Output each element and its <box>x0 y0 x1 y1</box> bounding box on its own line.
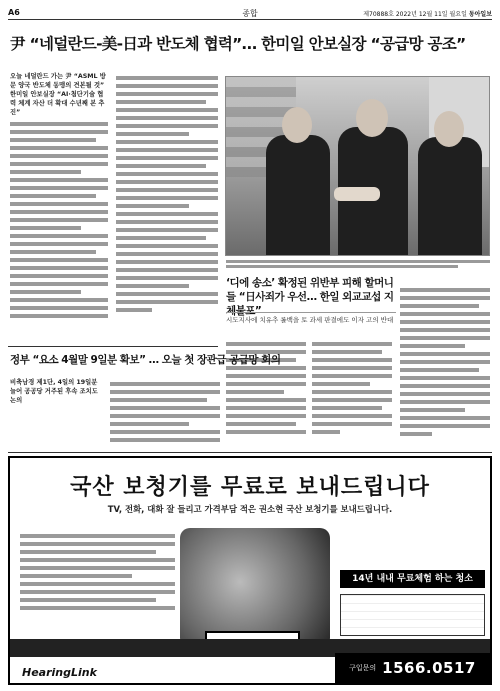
right-body-col-2 <box>312 338 392 448</box>
person-left-head <box>282 107 312 143</box>
hearing-aid-image <box>180 528 330 648</box>
ad-price-table <box>340 594 485 636</box>
ad-divider <box>8 452 492 453</box>
issue-date: 2022년 12월 11일 월요일 <box>395 11 467 18</box>
second-body-col-1 <box>110 378 220 450</box>
news-photo <box>225 76 490 256</box>
main-lead: 오늘 네덜란드 가는 尹 “ASML 방문 양국 반도체 동맹의 견본될 것” 한미일 안보실장 “AI·첨단기술 협력 체계 자산 더 확대 수년째 본 추진” <box>10 73 106 116</box>
ad-phone-box[interactable] <box>335 653 490 683</box>
second-lead: 비축남경 제1단, 4일의 19일분 늘어 공공당 거주된 후속 조치도 논의 <box>10 379 98 404</box>
ad-tagline: TV, 전화, 대화 잘 들리고 가격부담 적은 권소현 국산 보청기를 보내드립니다. <box>107 504 393 514</box>
hearing-aid-ad[interactable] <box>8 456 492 685</box>
section-divider <box>8 346 218 347</box>
section-name: 종합 <box>242 9 258 18</box>
person-right-head <box>434 111 464 147</box>
photo-caption <box>226 258 490 274</box>
main-body-col-1 <box>10 118 108 340</box>
handshake <box>334 187 380 201</box>
quote-headline: ‘디에 송소’ 확정된 위반부 피해 할머니들 “日사죄가 우선… 한일 외교교섭 지체불포” <box>226 277 394 317</box>
page-header <box>8 6 492 20</box>
main-headline: 尹 “네덜란드-美-日과 반도체 협력”… 한미일 안보실장 “공급망 공조” <box>10 35 466 53</box>
quote-subhead: 시도지사에 치유추 롤백을 토 과세 판결에도 이자 고의 반대 <box>226 312 396 325</box>
second-headline: 정부 “요소 4월말 9일분 확보” … 오늘 첫 장관급 공급망 회의 <box>10 354 281 366</box>
page-number: A6 <box>8 8 20 17</box>
main-body-col-2 <box>116 72 218 340</box>
ad-logo: HearingLink <box>22 666 97 679</box>
paper-name: 동아일보 <box>468 11 492 18</box>
person-right <box>418 137 482 255</box>
issue-number: 제70888호 <box>363 11 394 18</box>
right-body-col-3 <box>400 284 490 448</box>
ad-body-text <box>20 530 175 640</box>
phone-label: 구입문의 <box>349 664 377 672</box>
ad-title: 국산 보청기를 무료로 보내드립니다 <box>70 475 430 500</box>
issue-info <box>363 9 492 18</box>
phone-number[interactable]: 1566.0517 <box>382 659 476 677</box>
person-left <box>266 135 330 255</box>
person-center-head <box>356 99 388 137</box>
ad-guarantee: 14년 내내 무료체험 하는 청소 <box>340 570 485 588</box>
